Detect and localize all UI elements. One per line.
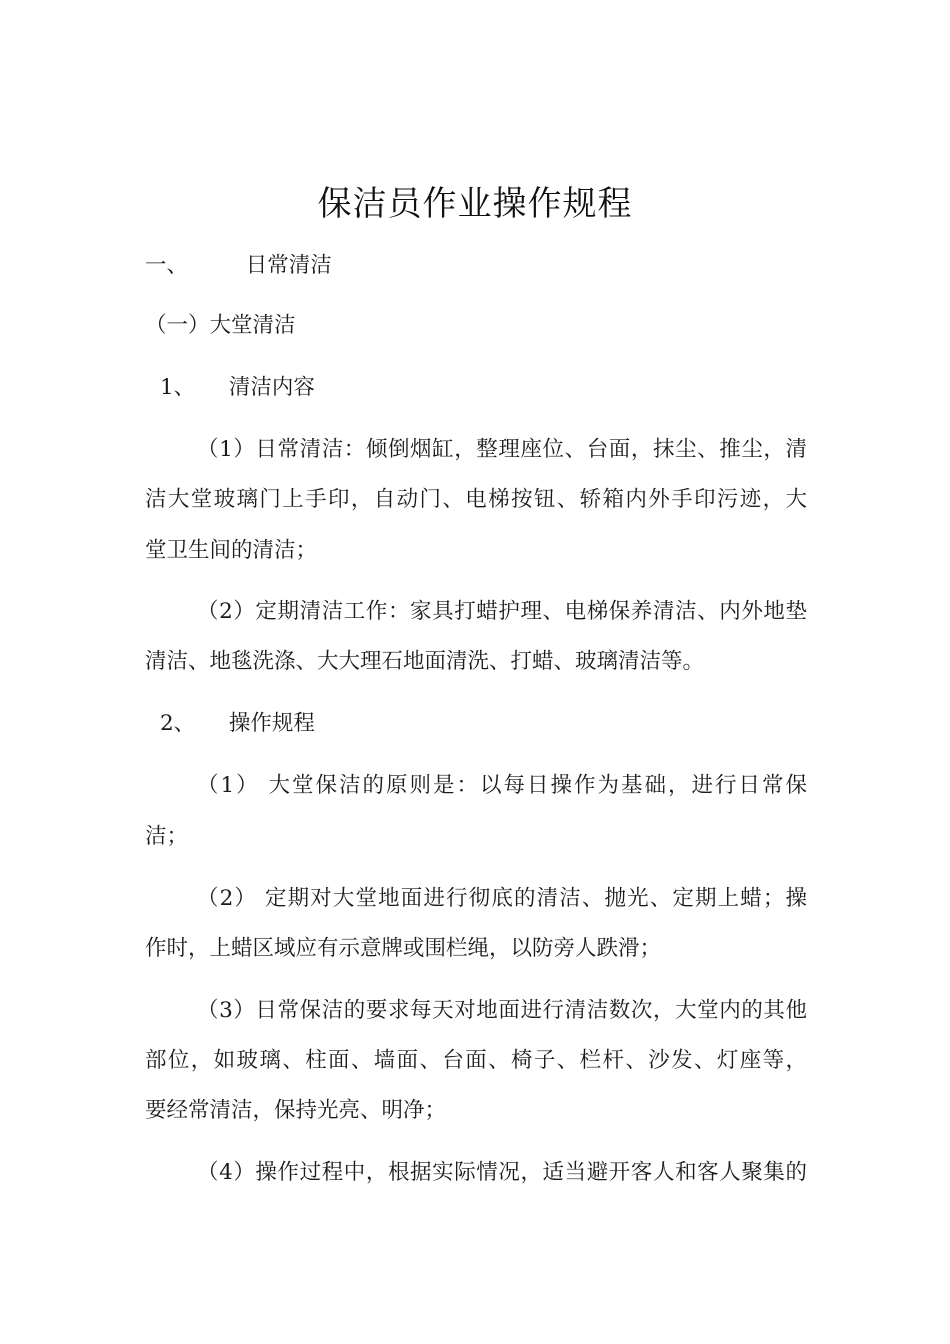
paragraph-line: （2）定期清洁工作：家具打蜡护理、电梯保养清洁、内外地垫 (197, 599, 807, 624)
paragraph-line: 作时，上蜡区域应有示意牌或围栏绳，以防旁人跌滑； (145, 936, 662, 961)
subsection-heading-1: （一）大堂清洁 (145, 313, 296, 338)
section-heading-1 (145, 252, 807, 280)
item-heading-2 (160, 710, 822, 738)
paragraph-line: 洁大堂玻璃门上手印，自动门、电梯按钮、轿箱内外手印污迹，大 (145, 487, 807, 512)
paragraph-line: 洁； (145, 824, 189, 849)
section-title: 日常清洁 (245, 253, 332, 278)
paragraph-line: 要经常清洁，保持光亮、明净； (145, 1098, 447, 1123)
paragraph-line: 部位，如玻璃、柱面、墙面、台面、椅子、栏杆、沙发、灯座等， (145, 1048, 807, 1073)
paragraph-line: （4）操作过程中，根据实际情况，适当避开客人和客人聚集的 (197, 1160, 807, 1185)
item-heading-1 (160, 374, 822, 402)
item-title: 操作规程 (228, 711, 315, 736)
paragraph-line: 堂卫生间的清洁； (145, 538, 318, 563)
item-title: 清洁内容 (228, 375, 315, 400)
section-number: 一、 (145, 253, 189, 278)
item-number: 2、 (160, 711, 196, 736)
paragraph-line: （1） 大堂保洁的原则是：以每日操作为基础，进行日常保 (197, 773, 807, 798)
item-number: 1、 (160, 375, 196, 400)
paragraph-line: （2） 定期对大堂地面进行彻底的清洁、抛光、定期上蜡；操 (197, 886, 807, 911)
document-title: 保洁员作业操作规程 (317, 184, 633, 224)
paragraph-line: （3）日常保洁的要求每天对地面进行清洁数次，大堂内的其他 (197, 998, 807, 1023)
paragraph-line: （1）日常清洁：倾倒烟缸，整理座位、台面，抹尘、推尘，清 (197, 437, 807, 462)
paragraph-line: 清洁、地毯洗涤、大大理石地面清洗、打蜡、玻璃清洁等。 (145, 649, 705, 674)
